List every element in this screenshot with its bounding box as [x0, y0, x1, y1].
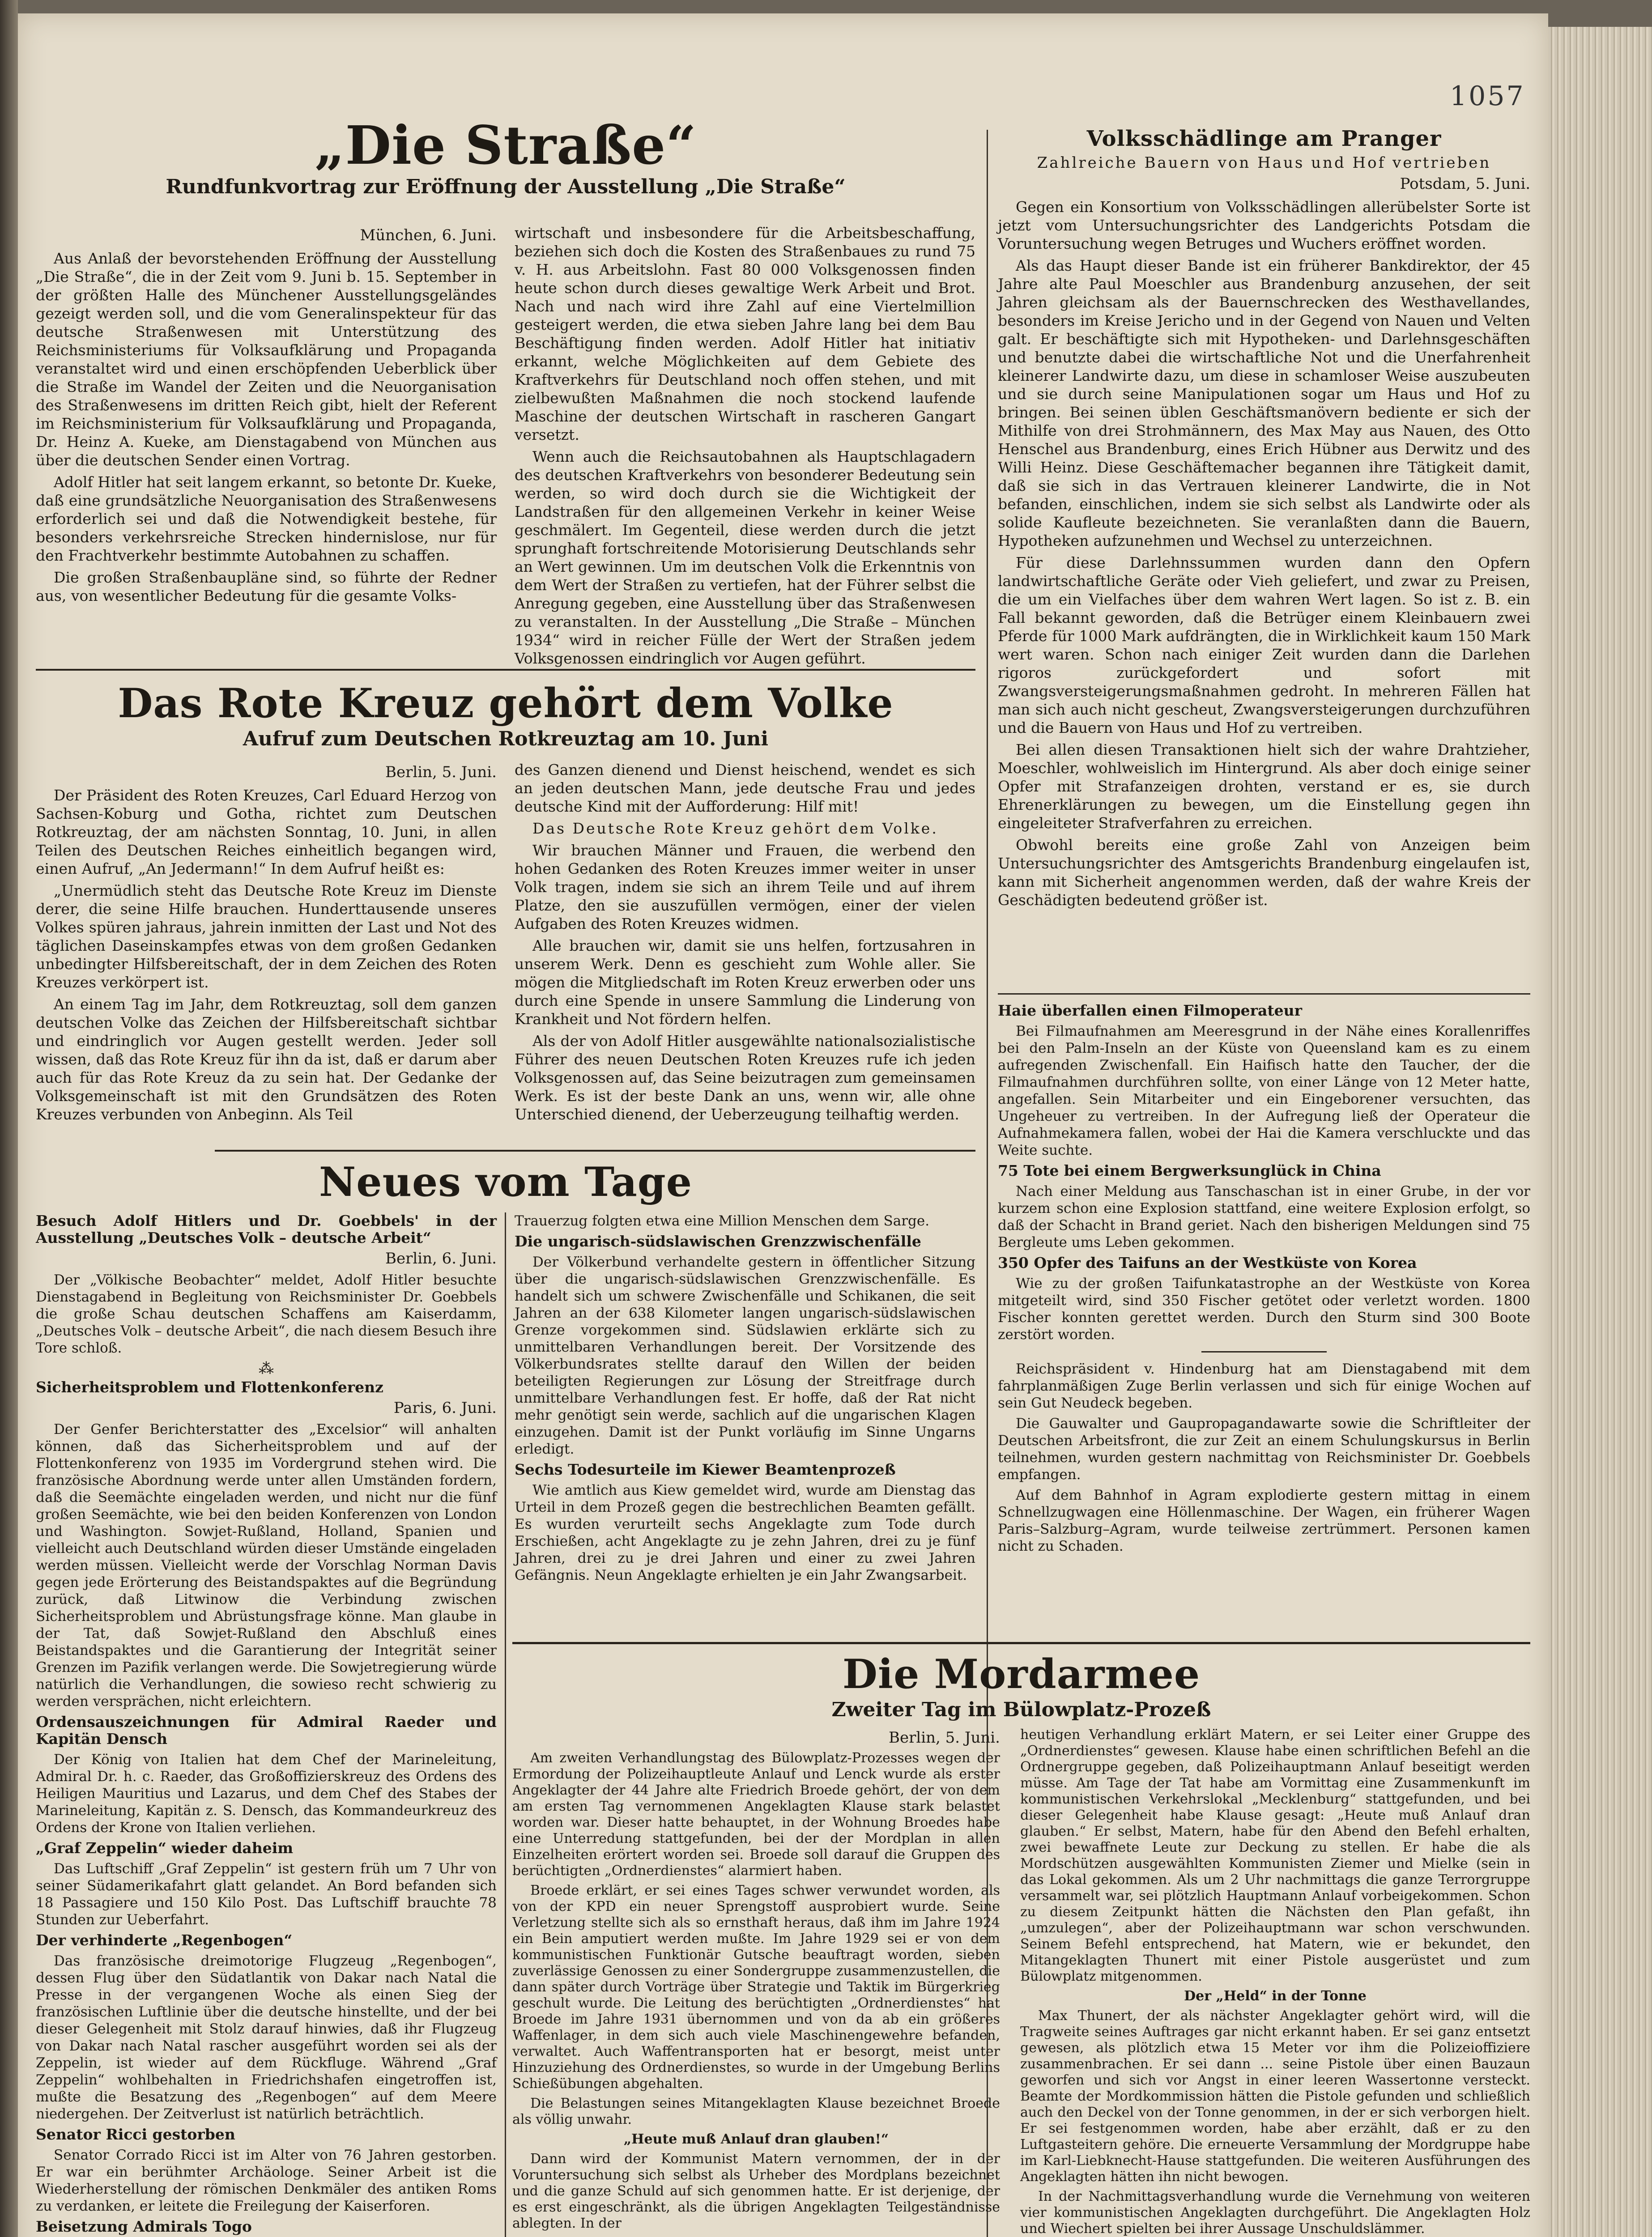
page-stack-edge	[1548, 27, 1652, 2237]
paragraph: Senator Corrado Ricci ist im Alter von 76 Jahren gestorben. Er war ein berühmter Archäologe. Seiner Arbeit ist die Wiederherstellung der römischen Denkmäler des antiken Roms zu verdanken, er leitete die Freilegung der Kaiserforen.	[36, 2147, 497, 2214]
paragraph: Der Völkerbund verhandelte gestern in öffentlicher Sitzung über die ungarisch-südslawischen Grenzzwischenfälle. Es handelt sich um schwere Zwischenfälle und Schikanen, die seit Jahren an der 638 Kilometer langen ungarisch-südslawischen Grenze vorgekommen sind. Südslawien erklärte sich zu unmittelbaren Verhandlungen bereit. Der Vorsitzende des Völkerbundsrates stellte darauf den Willen der beiden beteiligten Regierungen zur Lösung der Streitfrage durch unmittelbare Verhandlungen fest. Er hoffe, daß der Rat nicht mehr genötigt sein werde, sachlich auf die ungarischen Klagen einzugehen. Damit ist der Punkt vorläufig im Sinne Ungarns erledigt.	[515, 1254, 975, 1457]
paragraph: Das französische dreimotorige Flugzeug „Regenbogen“, dessen Flug über den Südatlantik von Dakar nach Natal die Presse in der vergangenen Woche als einen Sieg der französischen Luftlinie über die deutsche hinstellte, und der bei dieser Gelegenheit mit Stolz darauf hinwies, daß ihr Flugzeug von Dakar nach Natal rascher ausgeführt worden sei als der Zeppelin, ist wieder auf dem Rückfluge. Während „Graf Zeppelin“ wohlbehalten in Friedrichshafen eingetroffen ist, mußte die Besatzung des „Regenbogen“ auf dem Meere niedergehen. Der Zeitverlust ist natürlich beträchtlich.	[36, 1953, 497, 2122]
article-mord-col1	[512, 1727, 1000, 2235]
dateline: München, 6. Juni.	[360, 226, 497, 244]
paragraph: Reichspräsident v. Hindenburg hat am Dienstagabend mit dem fahrplanmäßigen Zuge Berlin verlassen und sich für einige Wochen auf sein Gut Neudeck begeben.	[998, 1361, 1530, 1411]
paragraph: des Ganzen dienend und Dienst heischend, wendet es sich an jeden deutschen Mann, jede deutsche Frau und jedes deutsche Kind mit der Aufforderung: Hilf mit!	[515, 761, 975, 815]
article-mord-col2	[1020, 1727, 1530, 2237]
section-rule	[512, 1642, 1530, 1644]
paragraph: Das Luftschiff „Graf Zeppelin“ ist gestern früh um 7 Uhr von seiner Südamerikafahrt glatt gelandet. An Bord befanden sich 18 Passagiere und 150 Kilo Post. Das Luftschiff brauchte 78 Stunden zur Ueberfahrt.	[36, 1861, 497, 1928]
short-rule	[1201, 1351, 1327, 1352]
article-subtitle: Rundfunkvortrag zur Eröffnung der Ausstellung „Die Straße“	[166, 175, 846, 198]
paragraph: „Unermüdlich steht das Deutsche Rote Kreuz im Dienste derer, die seine Hilfe brauchen. Hunderttausende unseres Volkes spüren jahraus, jahrein inmitten der Last und Not des täglichen Daseinskampfes etwas von dem großen Gedanken unbedingter Hilfsbereitschaft, der in dem Zeichen des Roten Kreuzes verkörpert ist.	[36, 882, 497, 991]
item-heading: Besuch Adolf Hitlers und Dr. Goebbels' in der Ausstellung „Deutsches Volk – deutsche Arbeit“	[36, 1212, 497, 1246]
paragraph: Auf dem Bahnhof in Agram explodierte gestern mittag in einem Schnellzugwagen eine Höllenmaschine. Der Wagen, ein früherer Wagen Paris–Salzburg–Agram, wurde teilweise zertrümmert. Personen kamen nicht zu Schaden.	[998, 1487, 1530, 1554]
article-mord-header	[512, 1651, 1530, 1726]
paragraph: Das Deutsche Rote Kreuz gehört dem Volke.	[532, 820, 938, 837]
item-heading: Haie überfallen einen Filmoperateur	[998, 1002, 1303, 1019]
paragraph: Dann wird der Kommunist Matern vernommen, der in der Voruntersuchung sich selbst als Urheber des Mordplans bezeichnet und die ganze Schuld auf sich genommen hatte. Er ist derjenige, der es erst eingeschränkt, als die übrigen Angeklagten Teilgeständnisse ablegten. In der	[512, 2151, 1000, 2231]
paragraph: Broede erklärt, er sei eines Tages schwer verwundet worden, als von der KPD ein neuer Sprengstoff ausprobiert wurde. Seine Verletzung stellte sich als so ernsthaft heraus, daß ihm im Jahre 1924 ein Bein amputiert werden mußte. Im Jahre 1929 sei er von dem kommunistischen Funktionär Gutsche beauftragt worden, sieben zuverlässige Genossen zu einer Sondergruppe zusammenzustellen, die dann später durch Vorträge über Strategie und Taktik im Bürgerkrieg geschult wurde. Die Leitung des berüchtigten „Ordnerdienstes“ hat Broede im Jahre 1931 übernommen und von da ab ein größeres Waffenlager, in dem sich auch viele Maschinengewehre befanden, verwaltet. Auch Waffentransporten hat er besorgt, meist unter Hinzuziehung des Ordnerdienstes, so wurde in der Umgebung Berlins Schießübungen abgehalten.	[512, 1883, 1000, 2092]
article-strasse-col2	[515, 224, 975, 671]
item-heading: Ordensauszeichnungen für Admiral Raeder und Kapitän Densch	[36, 1713, 497, 1748]
paragraph: Der „Völkische Beobachter“ meldet, Adolf Hitler besuchte Dienstagabend in Begleitung von Reichsminister Dr. Goebbels die große Schau deutschen Schaffens am Kaiserdamm, „Deutsches Volk – deutsche Arbeit“, die nach diesem Besuch ihre Tore schloß.	[36, 1272, 497, 1356]
article-title: Die Mordarmee	[842, 1650, 1201, 1698]
paragraph: wirtschaft und insbesondere für die Arbeitsbeschaffung, beziehen sich doch die Kosten des Straßenbaues zu rund 75 v. H. aus Arbeitslohn. Fast 80 000 Volksgenossen finden heute schon durch dieses gewaltige Werk Arbeit und Brot. Nach und nach wird ihre Zahl auf eine Viertelmillion gesteigert werden, die etwa sieben Jahre lang bei dem Bau Beschäftigung finden werden. Adolf Hitler hat initiativ erkannt, welche Möglichkeiten auf dem Gebiete des Kraftverkehrs für Deutschland noch offen stehen, und mit zielbewußten Maßnahmen die noch stockend laufende Maschine der deutschen Wirtschaft in rascheren Gangart versetzt.	[515, 224, 975, 443]
paragraph: Als der von Adolf Hitler ausgewählte nationalsozialistische Führer des neuen Deutschen Roten Kreuzes rufe ich jeden Volksgenossen auf, das Seine beizutragen zum gemeinsamen Werk. Es ist der beste Dank an uns, wenn wir, alle ohne Unterschied dienend, der Ueberzeugung teilhaftig werden.	[515, 1032, 975, 1123]
paragraph: Wir brauchen Männer und Frauen, die werbend den hohen Gedanken des Roten Kreuzes immer weiter in unser Volk tragen, indem sie sich an ihrem Teile und auf ihrem Platze, den sie auszufüllen vermögen, einer der vielen Aufgaben des Roten Kreuzes widmen.	[515, 842, 975, 932]
paragraph: Nach einer Meldung aus Tanschaschan ist in einer Grube, in der vor kurzem schon eine Explosion stattfand, eine weitere Explosion erfolgt, so daß der Schacht in Brand geriet. Nach den bisherigen Meldungen sind 75 Bergleute ums Leben gekommen.	[998, 1183, 1530, 1250]
item-heading: 350 Opfer des Taifuns an der Westküste von Korea	[998, 1254, 1417, 1272]
item-heading: Senator Ricci gestorben	[36, 2126, 235, 2143]
paragraph: Die Belastungen seines Mitangeklagten Klause bezeichnet Broede als völlig unwahr.	[512, 2096, 1000, 2127]
paragraph: Wie amtlich aus Kiew gemeldet wird, wurde am Dienstag das Urteil in dem Prozeß gegen die bestrechlichen Beamten gefällt. Es wurden verurteilt sechs Angeklagte zum Tode durch Erschießen, acht Angeklagte zu je zehn Jahren, drei zu je fünf Jahren, drei zu je drei Jahren und einer zu zwei Jahren Gefängnis. Neun Angeklagte erhielten je ein Jahr Zwangsarbeit.	[515, 1482, 975, 1583]
paragraph: Trauerzug folgten etwa eine Million Menschen dem Sarge.	[515, 1213, 930, 1229]
crosshead: Der „Held“ in der Tonne	[1184, 1988, 1367, 2004]
article-volks	[998, 125, 1530, 913]
article-title: „Die Straße“	[314, 114, 697, 176]
article-subtitle: Aufruf zum Deutschen Rotkreuztag am 10. Juni	[243, 727, 769, 750]
article-rotkreuz-col1	[36, 761, 497, 1127]
paragraph: Aus Anlaß der bevorstehenden Eröffnung der Ausstellung „Die Straße“, die in der Zeit vom 9. Juni b. 15. September in der größten Halle des Münchener Ausstellungsgeländes gezeigt werden soll, und die vom Generalinspekteur für das deutsche Straßenwesen mit Unterstützung des Reichsministeriums für Volksaufklärung und Propaganda veranstaltet wird und einen erschöpfenden Ueberblick über die Straße im Wandel der Zeiten und die Neuorganisation des Straßenwesens im dritten Reich gibt, hielt der Referent im Reichsministerium für Volksaufklärung und Propaganda, Dr. Heinz A. Kueke, am Dienstagabend von München aus über die deutschen Sender einen Vortrag.	[36, 250, 497, 469]
paragraph: Bei Filmaufnahmen am Meeresgrund in der Nähe eines Korallenriffes bei den Palm-Inseln an der Küste von Queensland kam es zu einem aufregenden Zwischenfall. Ein Haifisch hatte den Taucher, der die Filmaufnahmen durchführen sollte, von einer Länge von 12 Meter hatte, angefallen. Sein Mitarbeiter und ein Eingeborener versuchten, das Ungeheuer zu vertreiben. In der Aufregung ließ der Operateur die Aufnahmekamera fallen, wobei der Hai die Kamera verschluckte und das Weite suchte.	[998, 1023, 1530, 1158]
article-neues-col2	[515, 1212, 975, 1587]
paragraph: Adolf Hitler hat seit langem erkannt, so betonte Dr. Kueke, daß eine grundsätzliche Neuorganisation des Straßenwesens erforderlich sei und daß die Notwendigkeit bestehe, für besonders verkehrsreiche Strecken hindernislose, nur für den Frachtverkehr bestimmte Autobahnen zu schaffen.	[36, 473, 497, 564]
paragraph: Der König von Italien hat dem Chef der Marineleitung, Admiral Dr. h. c. Raeder, das Großoffizierskreuz des Ordens des Heiligen Mauritius und Lazarus, und dem Chef des Stabes der Marineleitung, Kapitän z. S. Densch, das Kommandeurkreuz des Ordens der Krone von Italien verliehen.	[36, 1752, 497, 1836]
paragraph: Als das Haupt dieser Bande ist ein früherer Bankdirektor, der 45 Jahre alte Paul Moeschler aus Brandenburg anzusehen, der seit Jahren gleichsam als der Bauernschrecken des Westhavellandes, besonders im Kreise Jericho und in der Gegend von Nauen und Velten galt. Er beschäftigte sich mit Hypotheken- und Darlehnsgeschäften und benutzte dabei die wirtschaftliche Not und die Unerfahrenheit kleinerer Landwirte dazu, um diese in schamloser Weise auszubeuten und sie durch seine Manipulationen sogar um Haus und Hof zu bringen. Bei seinen üblen Geschäftsmanövern bediente er sich der Mithilfe von drei Strohmännern, des Max May aus Nauen, des Otto Henschel aus Brandenburg, eines Erich Hübner aus Derwitz und des Willi Heinz. Diese Geschäftemacher begannen ihre Tätigkeit damit, daß sie sich in das Vertrauen kleinerer Landwirte, die in Not befanden, einschlichen, indem sie sich selbst als Landwirte oder als solide Kaufleute bezeichneten. Sie veranlaßten dann die Bauern, Hypotheken aufzunehmen und Wechsel zu unterzeichnen.	[998, 257, 1530, 549]
article-subtitle: Zahlreiche Bauern von Haus und Hof vertrieben	[1037, 154, 1491, 172]
article-strasse-header	[36, 116, 975, 203]
section-rule	[36, 669, 975, 671]
dateline: Berlin, 6. Juni.	[385, 1250, 497, 1267]
dateline: Potsdam, 5. Juni.	[1400, 175, 1530, 193]
item-heading: „Graf Zeppelin“ wieder daheim	[36, 1839, 294, 1857]
article-rotkreuz-col2	[515, 761, 975, 1127]
paragraph: Bei allen diesen Transaktionen hielt sich der wahre Drahtzieher, Moeschler, wohlweislich im Hintergrund. Als aber doch einige seiner Opfer mit Strafanzeigen drohten, verstand er es, sie durch Ehrenerklärungen zu bewegen, um die Einstellung gegen ihn eingeleiteter Strafverfahren zu erreichen.	[998, 741, 1530, 832]
paragraph: Die großen Straßenbaupläne sind, so führte der Redner aus, von wesentlicher Bedeutung für die gesamte Volks-	[36, 569, 497, 604]
paragraph: Wenn auch die Reichsautobahnen als Hauptschlagadern des deutschen Kraftverkehrs von besonderer Bedeutung sein werden, so wird doch durch sie die Wichtigkeit der Landstraßen für den allgemeinen Verkehr in keiner Weise geschmälert. Im Gegenteil, diese werden durch die jetzt sprunghaft fortschreitende Motorisierung Deutschlands sehr an Wert gewinnen. Um im deutschen Volk die Erkenntnis von dem Wert der Straßen zu vertiefen, hat der Führer selbst die Anregung gegeben, eine Ausstellung über das Straßenwesen zu veranstalten. In der Ausstellung „Die Straße – München 1934“ wird in reicher Fülle der Wert der Straßen jedem Volksgenossen eindringlich vor Augen geführt.	[515, 448, 975, 667]
paragraph: Gegen ein Konsortium von Volksschädlingen allerübelster Sorte ist jetzt vom Untersuchungsrichter des Landgerichts Potsdam die Voruntersuchung wegen Betruges und Wuchers eröffnet worden.	[998, 198, 1530, 252]
paragraph: In der Nachmittagsverhandlung wurde die Vernehmung von weiteren vier kommunistischen Angeklagten durchgeführt. Die Angeklagten Holz und Wiechert spielten bei ihrer Aussage Unschuldslämmer.	[1020, 2189, 1530, 2237]
paragraph: Der Präsident des Roten Kreuzes, Carl Eduard Herzog von Sachsen-Koburg und Gotha, richtet zum Deutschen Rotkreuztag, der am nächsten Sonntag, 10. Juni, in allen Teilen des Deutschen Reiches einheitlich begangen wird, einen Aufruf, „An Jedermann!“ In dem Aufruf heißt es:	[36, 787, 497, 877]
newspaper-page	[18, 13, 1548, 2237]
item-heading: Beisetzung Admirals Togo	[36, 2218, 252, 2235]
book-spine-edge	[0, 0, 18, 2237]
paragraph: Der Genfer Berichterstatter des „Excelsior“ will anhalten können, daß das Sicherheitsproblem und auf der Flottenkonferenz von 1935 im Vordergrund stehen wird. Die französische Abordnung werde unter allen Umständen fordern, daß die Seemächte eingeladen werden, und nicht nur die fünf großen Seemächte, wie bei den beiden Konferenzen von London und Washington. Sowjet-Rußland, Holland, Spanien und vielleicht auch Deutschland würden dieser Umstände eingeladen werden müssen. Vielleicht werde der Vorschlag Norman Davis gegen jede Erörterung des Beistandspaktes auf die Begründung zurück, daß Litwinow die Verbindung zwischen Sicherheitsproblem und Abrüstungsfrage könne. Man glaube in der Tat, daß Sowjet-Rußland den Abschluß eines Beistandspaktes und die Garantierung der Integrität seiner Grenzen im Pazifik verlangen werde. Die Sowjetregierung würde natürlich die Verhandlungen, die sowieso recht schwierig zu werden versprächen, nicht erleichtern.	[36, 1421, 497, 1710]
dateline: Paris, 6. Juni.	[393, 1399, 497, 1417]
article-neues-header	[36, 1159, 975, 1205]
article-subtitle: Zweiter Tag im Bülowplatz-Prozeß	[831, 1698, 1211, 1721]
paragraph: An einem Tag im Jahr, dem Rotkreuztag, soll dem ganzen deutschen Volke das Zeichen der Hilfsbereitschaft sichtbar und eindringlich vor Augen gestellt werden. Jeder soll wissen, daß das Rote Kreuz für ihn da ist, daß er darum aber auch für das Rote Kreuz da zu sein hat. Der Gedanke der Volksgemeinschaft ist mit den Grundsätzen des Roten Kreuzes verbunden von Anbeginn. Als Teil	[36, 995, 497, 1123]
page-number: 1057	[1450, 81, 1525, 112]
dateline: Berlin, 5. Juni.	[889, 1729, 1000, 1747]
article-short-news	[998, 1002, 1530, 1558]
separator-asterism: ⁂	[259, 1360, 274, 1378]
item-heading: Sechs Todesurteile im Kiewer Beamtenprozeß	[515, 1461, 896, 1478]
section-rule	[215, 1150, 975, 1152]
paragraph: Am zweiten Verhandlungstag des Bülowplatz-Prozesses wegen der Ermordung der Polizeihauptleute Anlauf und Lenck wurde als erster Angeklagter der 44 Jahre alte Friedrich Broede gehört, der von dem am ersten Tag vernommenen Angeklagten Klause stark belastet worden war. Dieser hatte behauptet, in der Wohnung Broedes habe eine Unterredung stattgefunden, bei der der Mordplan in allen Einzelheiten erörtert worden sei. Broede soll darauf die Gruppen des berüchtigten „Ordnerdienstes“ alarmiert haben.	[512, 1750, 1000, 1879]
column-rule	[505, 1212, 506, 2237]
article-rotkreuz-header	[36, 680, 975, 755]
article-title: Volksschädlinge am Pranger	[1086, 126, 1442, 151]
item-heading: Der verhinderte „Regenbogen“	[36, 1931, 293, 1949]
item-heading: Sicherheitsproblem und Flottenkonferenz	[36, 1378, 383, 1396]
article-strasse-col1	[36, 224, 497, 608]
crosshead: „Heute muß Anlauf dran glauben!“	[623, 2131, 889, 2147]
dateline: Berlin, 5. Juni.	[385, 763, 497, 781]
paragraph: Wie zu der großen Taifunkatastrophe an der Westküste von Korea mitgeteilt wird, sind 350 Fischer getötet oder verletzt worden. 1800 Fischer konnten gerettet werden. Durch den Sturm sind 300 Boote zerstört worden.	[998, 1276, 1530, 1343]
paragraph: Max Thunert, der als nächster Angeklagter gehört wird, will die Tragweite seines Auftrages gar nicht erkannt haben. Er sei ganz entsetzt gewesen, als plötzlich etwa 15 Meter vor ihm die Polizeioffiziere zusammenbrachen. Er sei dann ... seine Pistole über einen Bauzaun geworfen und sich vor Angst in einer leeren Wassertonne versteckt. Beamte der Mordkommission hätten die Pistole gefunden und schließlich auch den Deckel von der Tonne genommen, in der er sich verborgen hielt. Er sei festgenommen worden, habe aber erzählt, daß er zu den Luftgasteitern gehöre. Die erneuerte Versammlung der Mordgruppe habe im Karl-Liebknecht-Hause stattgefunden. Die weiteren Ausführungen des Angeklagten hätten ihn nicht bewogen.	[1020, 2008, 1530, 2185]
paragraph: Alle brauchen wir, damit sie uns helfen, fortzusahren in unserem Werk. Denn es geschieht zum Wohle aller. Sie mögen die Mitgliedschaft im Roten Kreuz erwerben oder uns durch eine Spende in unsere Sammlung die Linderung von Krankheit und Not fördern helfen.	[515, 937, 975, 1028]
paragraph: heutigen Verhandlung erklärt Matern, er sei Leiter einer Gruppe des „Ordnerdienstes“ gewesen. Klause habe einen schriftlichen Befehl an die Ordnergruppe gegeben, daß Polizeihauptmann Anlauf beseitigt werden müsse. Am Tage der Tat habe am Vormittag eine Zusammenkunft im kommunistischen Verkehrslokal „Mecklenburg“ stattgefunden, und bei dieser Gelegenheit habe Klause gesagt: „Heute muß Anlauf dran glauben.“ Er selbst, Matern, habe für den Abend den Befehl erhalten, zwei bewaffnete Leute zur Deckung zu stellen. Er habe die als Mordschützen ausgewählten Kommunisten Ziemer und Mielke (sein in das Lokal gekommen. Als um 2 Uhr nachmittags die ganze Terrorgruppe versammelt war, sei plötzlich Hauptmann Anlauf vorbeigekommen. Schon zu diesem Zeitpunkt hätten die Nächsten den Plan gefaßt, ihn „umzulegen“, aber der Polizeihauptmann war schon verschwunden. Seinem Befehl entsprechend, hat Matern, wie er bekundet, den Mitangeklagten Thunert mit einer Pistole ausgerüstet und zum Bülowplatz mitgenommen.	[1020, 1727, 1530, 1984]
article-title: Das Rote Kreuz gehört dem Volke	[118, 680, 894, 727]
article-neues-col1	[36, 1212, 497, 2237]
article-title: Neues vom Tage	[319, 1158, 692, 1206]
paragraph: Obwohl bereits eine große Zahl von Anzeigen beim Untersuchungsrichter des Amtsgerichts Brandenburg eingelaufen ist, kann mit Sicherheit angenommen werden, daß der wahre Kreis der Geschädigten bedeutend größer ist.	[998, 836, 1530, 909]
section-rule	[998, 993, 1530, 995]
paragraph: Die Gauwalter und Gaupropagandawarte sowie die Schriftleiter der Deutschen Arbeitsfront, die zur Zeit an einem Schulungskursus in Berlin teilnehmen, wurden gestern nachmittag von Reichsminister Dr. Goebbels empfangen.	[998, 1416, 1530, 1483]
paragraph: Für diese Darlehnssummen wurden dann den Opfern landwirtschaftliche Geräte oder Vieh geliefert, und zwar zu Preisen, die um ein Vielfaches über dem wahren Wert lagen. So ist z. B. ein Fall bekannt geworden, daß die Betrüger einem Kleinbauern zwei Pferde für 1000 Mark aufdrängten, die in Wirklichkeit kaum 150 Mark wert waren. Schon nach einiger Zeit wurden dann die Darlehen rigoros zurückgefordert und sofort mit Zwangsversteigerungsmaßnahmen gedroht. In mehreren Fällen hat man sich auch nicht gescheut, Zwangsversteigerungen durchzuführen und die Bauern von Haus und Hof zu vertreiben.	[998, 554, 1530, 736]
item-heading: Die ungarisch-südslawischen Grenzzwischenfälle	[515, 1233, 921, 1250]
item-heading: 75 Tote bei einem Bergwerksunglück in China	[998, 1162, 1381, 1179]
